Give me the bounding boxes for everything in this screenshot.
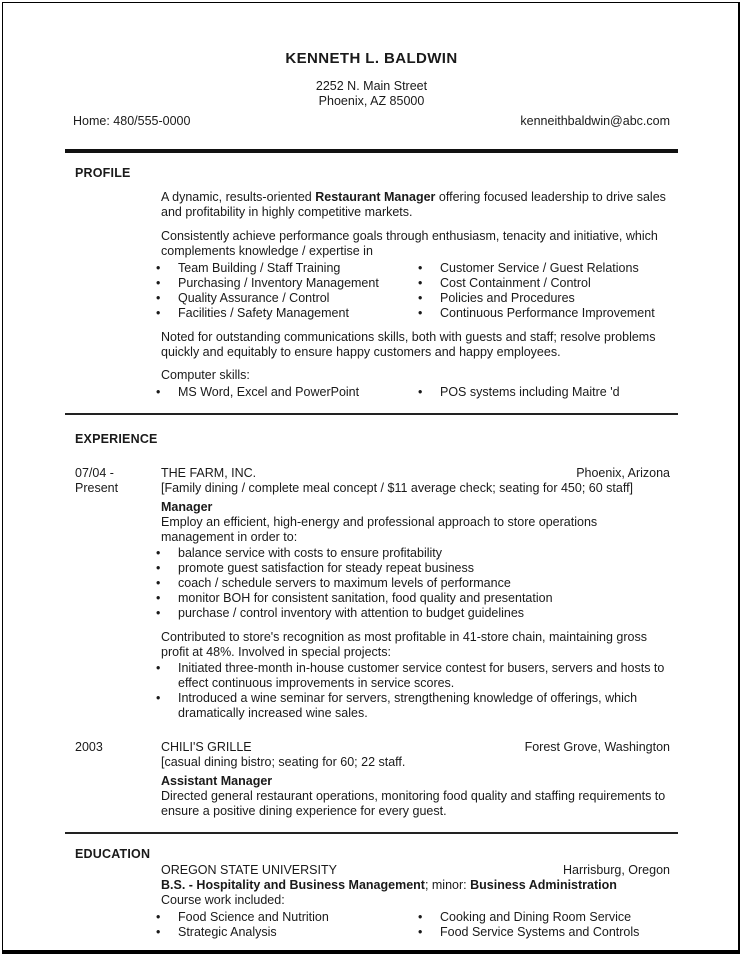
computer-skills-right xyxy=(416,385,670,400)
contact-row xyxy=(65,114,678,129)
job-location: Phoenix, Arizona xyxy=(576,466,670,480)
company-name: CHILI'S GRILLE xyxy=(161,740,252,754)
degree-line: B.S. - Hospitality and Business Management; minor: Business Administration xyxy=(161,878,617,892)
list-item: • promote guest satisfaction for steady repeat business xyxy=(154,561,670,576)
school-location: Harrisburg, Oregon xyxy=(563,863,670,877)
profile-section xyxy=(65,166,678,400)
coursework-list-left xyxy=(154,910,423,940)
resume-header xyxy=(65,3,678,153)
job-intro: Employ an efficient, high-energy and professional approach to store operations management in order to: xyxy=(161,515,598,544)
address-line-2: Phoenix, AZ 85000 xyxy=(318,94,425,108)
restaurant-manager-emphasis: Restaurant Manager xyxy=(315,190,436,204)
job-location: Forest Grove, Washington xyxy=(524,740,670,754)
list-item: • Facilities / Safety Management xyxy=(154,306,423,321)
experience-section xyxy=(65,432,678,819)
education-heading: EDUCATION xyxy=(75,847,151,861)
email-address: kenneithbaldwin@abc.com xyxy=(520,114,670,128)
list-item: • Quality Assurance / Control xyxy=(154,291,423,306)
job-header-row xyxy=(161,740,670,755)
profile-body xyxy=(161,190,678,400)
list-item: • Policies and Procedures xyxy=(416,291,670,306)
coursework-label: Course work included: xyxy=(161,893,285,907)
list-item: • coach / schedule servers to maximum levels of performance xyxy=(154,576,670,591)
section-divider xyxy=(65,832,678,834)
header-divider xyxy=(65,149,678,153)
education-body xyxy=(161,863,678,940)
address-block xyxy=(65,79,678,109)
list-item: • Introduced a wine seminar for servers, strengthening knowledge of offerings, which dramatically increased wine sales. xyxy=(154,691,670,721)
list-item: • Continuous Performance Improvement xyxy=(416,306,670,321)
list-item: • POS systems including Maitre 'd xyxy=(416,385,670,400)
job-date-range: 2003 xyxy=(75,740,103,754)
company-descriptor: [Family dining / complete meal concept / $11 average check; seating for 450; 60 staff] xyxy=(161,481,634,495)
job-entry-the-farm xyxy=(65,466,678,721)
list-item: • Strategic Analysis xyxy=(154,925,423,940)
job-duty-list xyxy=(154,546,670,621)
job-intro: Directed general restaurant operations, monitoring food quality and staffing requirements to ensure a positive dining experience for every guest. xyxy=(161,789,666,818)
expertise-columns xyxy=(161,260,670,321)
expertise-list-right xyxy=(416,261,670,321)
job-date-range: 07/04 - Present xyxy=(75,466,119,495)
resume-page xyxy=(2,2,740,954)
list-item: • Initiated three-month in-house customer service contest for busers, servers and hosts to effect continuous improvements in service scores. xyxy=(154,661,670,691)
computer-skills-columns xyxy=(161,384,670,400)
experience-heading: EXPERIENCE xyxy=(75,432,158,446)
job-title: Manager xyxy=(161,500,213,514)
communication-paragraph: Noted for outstanding communications skills, both with guests and staff; resolve problems quickly and equitably to ensure happy customers and happy employees. xyxy=(161,330,656,359)
list-item: • balance service with costs to ensure profitability xyxy=(154,546,670,561)
coursework-columns xyxy=(161,909,670,940)
company-name: THE FARM, INC. xyxy=(161,466,257,480)
list-item: • Cost Containment / Control xyxy=(416,276,670,291)
list-item: • Purchasing / Inventory Management xyxy=(154,276,423,291)
list-item: • Customer Service / Guest Relations xyxy=(416,261,670,276)
address-line-1: 2252 N. Main Street xyxy=(315,79,428,93)
job-details xyxy=(161,466,678,721)
section-divider xyxy=(65,413,678,415)
resume-content xyxy=(65,3,678,940)
home-phone: Home: 480/555-0000 xyxy=(73,114,191,128)
list-item: • purchase / control inventory with attention to budget guidelines xyxy=(154,606,670,621)
list-item: • Food Science and Nutrition xyxy=(154,910,423,925)
school-name: OREGON STATE UNIVERSITY xyxy=(161,863,337,877)
profile-intro-paragraph: A dynamic, results-oriented Restaurant Manager offering focused leadership to drive sales and profitability in highly competitive markets. xyxy=(161,190,666,219)
job-achievement-list xyxy=(154,661,670,721)
job-title: Assistant Manager xyxy=(161,774,273,788)
list-item: • Food Service Systems and Controls xyxy=(416,925,670,940)
list-item: • Cooking and Dining Room Service xyxy=(416,910,670,925)
candidate-name: KENNETH L. BALDWIN xyxy=(285,50,458,67)
job-achievement: Contributed to store's recognition as most profitable in 41-store chain, maintaining gross profit at 48%. Involved in special projects: xyxy=(161,630,647,659)
job-details xyxy=(161,740,678,819)
education-section xyxy=(65,847,678,940)
list-item: • MS Word, Excel and PowerPoint xyxy=(154,385,423,400)
coursework-list-right xyxy=(416,910,670,940)
school-row xyxy=(161,863,670,878)
job-header-row xyxy=(161,466,670,481)
list-item: • monitor BOH for consistent sanitation, food quality and presentation xyxy=(154,591,670,606)
profile-heading: PROFILE xyxy=(75,166,131,180)
computer-skills-left xyxy=(154,385,423,400)
expertise-list-left xyxy=(154,261,423,321)
computer-skills-label: Computer skills: xyxy=(161,368,250,382)
profile-goals-paragraph: Consistently achieve performance goals through enthusiasm, tenacity and initiative, which complements knowledge / expertise in xyxy=(161,229,658,258)
list-item: • Team Building / Staff Training xyxy=(154,261,423,276)
job-entry-chilis-grille xyxy=(65,740,678,819)
company-descriptor: [casual dining bistro; seating for 60; 22 staff. xyxy=(161,755,406,769)
